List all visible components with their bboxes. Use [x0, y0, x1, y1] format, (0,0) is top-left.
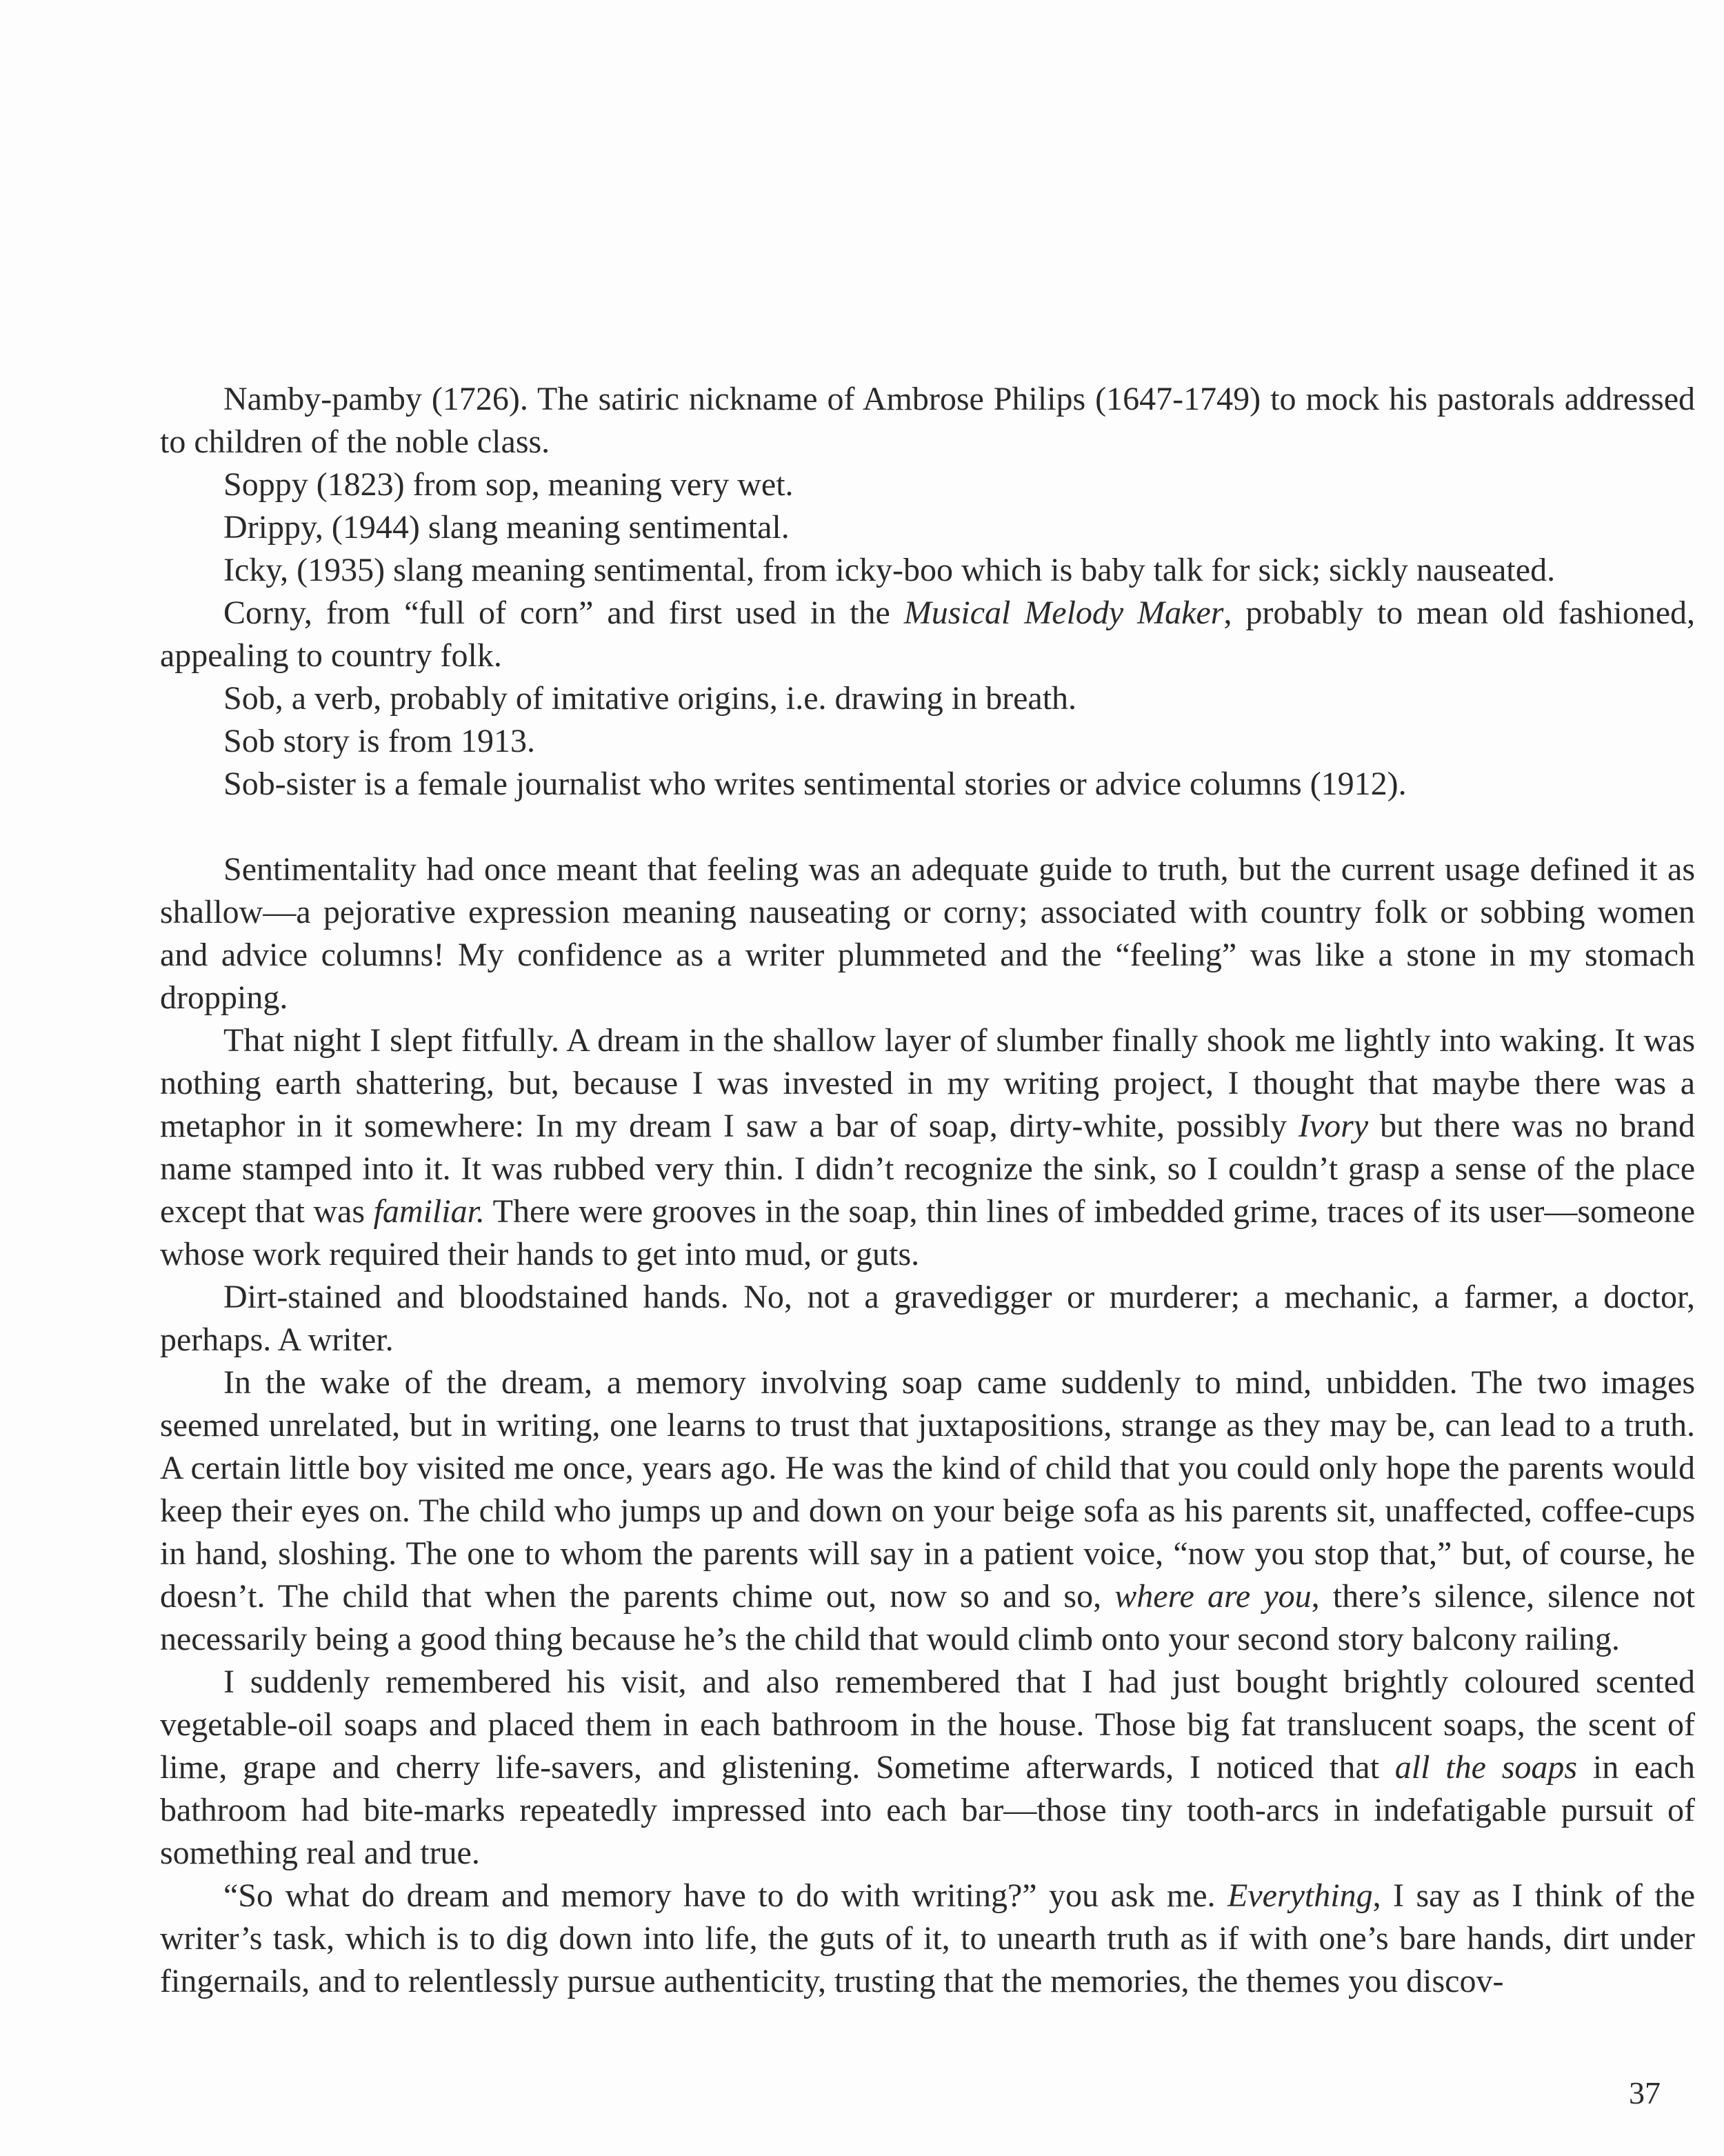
- paragraph-remember: [160, 1661, 1695, 1875]
- wake-text-a: In the wake of the dream, a memory involving soap came suddenly to mind, unbidden. The two images seemed unrelated, but in writing, one learns to trust that juxtapositions, strange as they may be, can lead to a truth. A certain little boy visited me once, years ago. He was the kind of child that you could only hope the parents would keep their eyes on. The child who jumps up and down on your beige sofa as his parents sit, unaffected, coffee-cups in hand, sloshing. The one to whom the parents will say in a patient voice, “now you stop that,” but, of course, he doesn’t. The child that when the parents chime out, now so and so,: [160, 1364, 1695, 1615]
- paragraph-wake: [160, 1361, 1695, 1661]
- corny-after: , probably to mean old fashioned, appealing to country folk.: [160, 595, 1696, 674]
- glossary-soppy: Soppy (1823) from sop, meaning very wet.: [223, 466, 794, 503]
- paragraph-sentimentality: Sentimentality had once meant that feeling was an adequate guide to truth, but the current usage defined it as shallow—a pejorative expression meaning nauseating or corny; associated with country folk or sobbing women and advice columns! My confidence as a writer plummeted and the “feeling” was like a stone in my stomach dropping.: [160, 851, 1695, 1016]
- remember-all: all the soaps: [1394, 1749, 1578, 1786]
- glossary-sob: Sob, a verb, probably of imitative origins, i.e. drawing in breath.: [223, 680, 1077, 717]
- night-familiar: familiar.: [373, 1193, 485, 1230]
- wake-text-b: , there’s silence, silence not necessarily being a good thing because he’s the child that would climb onto your second story balcony railing.: [160, 1578, 1696, 1657]
- corny-before: Corny, from “full of corn” and first used in the: [223, 595, 904, 631]
- remember-text-a: I suddenly remembered his visit, and also remembered that I had just bought brightly coloured scented vegetable-oil soaps and placed them in each bathroom in the house. Those big fat translucent soaps, the scent of lime, grape and cherry life-savers, and glistening. Sometime afterwards, I noticed that: [160, 1664, 1695, 1786]
- paragraph-night: [160, 1019, 1695, 1276]
- night-text-b: but there was no brand name stamped into it. It was rubbed very thin. I didn’t recognize the sink, so I couldn’t grasp a sense of the place except that was: [160, 1108, 1696, 1230]
- remember-text-b: in each bathroom had bite-marks repeatedly impressed into each bar—those tiny tooth-arcs in indefatigable pursuit of something real and true.: [160, 1749, 1696, 1871]
- glossary-icky: Icky, (1935) slang meaning sentimental, from icky-boo which is baby talk for sick; sickly nauseated.: [223, 552, 1556, 588]
- night-text-a: That night I slept fitfully. A dream in the shallow layer of slumber finally shook me lightly into waking. It was nothing earth shattering, but, because I was invested in my writing project, I thought that maybe there was a metaphor in it somewhere: In my dream I saw a bar of soap, dirty-white, possibly: [160, 1022, 1695, 1144]
- paragraph-hands: Dirt-stained and bloodstained hands. No, not a gravedigger or murderer; a mechanic, a farmer, a doctor, perhaps. A writer.: [160, 1279, 1695, 1358]
- glossary-drippy: Drippy, (1944) slang meaning sentimental.: [223, 509, 790, 546]
- glossary-sob-sister: Sob-sister is a female journalist who writes sentimental stories or advice columns (1912).: [223, 766, 1407, 802]
- question-text-b: , I say as I think of the writer’s task, which is to dig down into life, the guts of it, to unearth truth as if with one’s bare hands, dirt under fingernails, and to relentlessly pursue authenticity, trusting that the memories, the themes you discov-: [160, 1877, 1696, 1999]
- page-body: [160, 378, 1695, 2003]
- question-everything: Everything: [1227, 1877, 1373, 1914]
- wake-where: where are you: [1114, 1578, 1312, 1615]
- paragraph-question: [160, 1875, 1695, 2003]
- page-number: 37: [1629, 2075, 1661, 2110]
- corny-title: Musical Melody Maker: [903, 595, 1224, 631]
- glossary-sob-story: Sob story is from 1913.: [223, 723, 536, 759]
- night-ivory: Ivory: [1298, 1108, 1369, 1144]
- glossary-corny: [160, 592, 1695, 677]
- glossary-namby-pamby: Namby-pamby (1726). The satiric nickname of Ambrose Philips (1647-1749) to mock his pastorals addressed to children of the noble class.: [160, 381, 1695, 460]
- night-text-c: There were grooves in the soap, thin lines of imbedded grime, traces of its user—someone whose work required their hands to get into mud, or guts.: [160, 1193, 1695, 1272]
- question-text-a: “So what do dream and memory have to do with writing?” you ask me.: [223, 1877, 1228, 1914]
